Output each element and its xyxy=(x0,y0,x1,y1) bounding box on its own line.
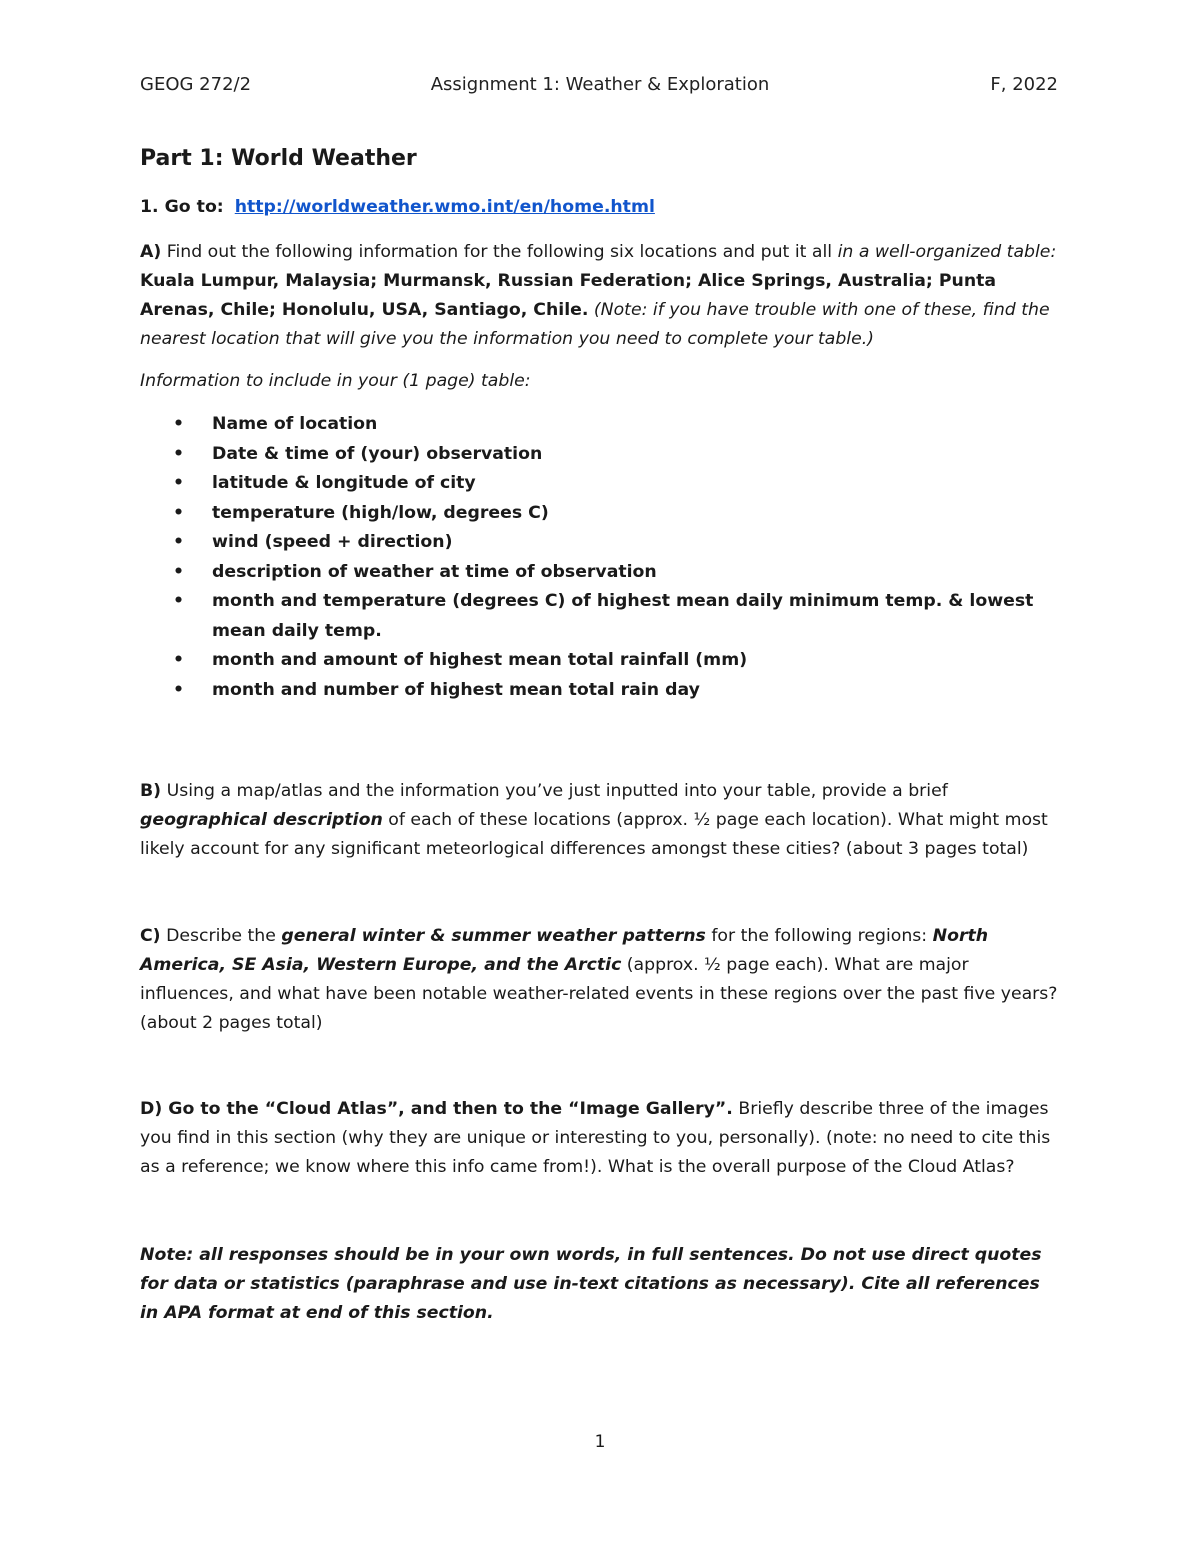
section-c-letter: C) xyxy=(140,926,161,946)
final-note xyxy=(140,1241,1062,1328)
section-b xyxy=(140,777,1062,864)
section-b-letter: B) xyxy=(140,781,162,801)
section-a-note: (Note: if you have trouble with one of these, find the nearest location that will give you the information you need to complete your table.) xyxy=(140,300,1050,349)
step-1-label: 1. Go to: xyxy=(140,197,224,217)
list-item: • Date & time of (your) observation xyxy=(140,440,1062,470)
list-item: • latitude & longitude of city xyxy=(140,469,1062,499)
header-course: GEOG 272/2 xyxy=(140,74,252,95)
list-item: • description of weather at time of observation xyxy=(140,558,1062,588)
final-note-text: Note: all responses should be in your own words, in full sentences. Do not use direct quotes for data or statistics (paraphrase and use in-text citations as necessary). Cite all references in APA format at end of this section. xyxy=(140,1245,1042,1323)
section-c xyxy=(140,922,1062,1038)
section-a xyxy=(140,238,1062,354)
section-c-regions: North America, SE Asia, Western Europe, and the Arctic xyxy=(140,926,989,975)
section-c-text-2: for the following regions: xyxy=(705,926,933,946)
section-d xyxy=(140,1095,1062,1182)
section-a-paragraph xyxy=(140,238,1062,354)
section-c-emphasis: general winter & summer weather patterns xyxy=(281,926,706,946)
list-item: • temperature (high/low, degrees C) xyxy=(140,499,1062,529)
list-item: • wind (speed + direction) xyxy=(140,528,1062,558)
section-d-lead: D) Go to the “Cloud Atlas”, and then to the “Image Gallery”. xyxy=(140,1099,733,1119)
section-d-text: Briefly describe three of the images you find in this section (why they are unique or interesting to you, personally). (note: no need to cite this as a reference; we know where this info came from!). What is the overall purpose of the Cloud Atlas? xyxy=(140,1099,1051,1177)
section-b-text-2: of each of these locations (approx. ½ page each location). What might most likely account for any significant meteorlogical differences amongst these cities? (about 3 pages total) xyxy=(140,810,1048,859)
info-list xyxy=(140,410,1062,705)
section-a-intro: Find out the following information for the following six locations and put it all xyxy=(161,242,838,262)
section-b-emphasis: geographical description xyxy=(140,810,383,830)
header-term: F, 2022 xyxy=(990,74,1058,95)
list-item: • month and temperature (degrees C) of highest mean daily minimum temp. & lowest mean daily temp. xyxy=(140,587,1062,646)
section-c-text-3: (approx. ½ page each). What are major influences, and what have been notable weather-related events in these regions over the past five years? (about 2 pages total) xyxy=(140,955,1058,1033)
list-item: • Name of location xyxy=(140,410,1062,440)
section-a-locations: Kuala Lumpur, Malaysia; Murmansk, Russian Federation; Alice Springs, Australia; Punta Arenas, Chile; Honolulu, USA, Santiago, Chile. xyxy=(140,271,997,320)
section-c-text-1: Describe the xyxy=(160,926,282,946)
table-prompt-text: Information to include in your (1 page) table: xyxy=(140,371,531,391)
section-a-letter: A) xyxy=(140,242,162,262)
part-title: Part 1: World Weather xyxy=(140,146,417,171)
header-title: Assignment 1: Weather & Exploration xyxy=(430,74,770,95)
list-item: • month and amount of highest mean total rainfall (mm) xyxy=(140,646,1062,676)
step-1 xyxy=(140,193,1062,222)
section-a-intro-italic: in a well-organized table: xyxy=(837,242,1057,262)
list-item: • month and number of highest mean total rain day xyxy=(140,676,1062,706)
wmo-link[interactable]: http://worldweather.wmo.int/en/home.html xyxy=(234,197,655,217)
section-b-text-1: Using a map/atlas and the information you’ve just inputted into your table, provide a brief xyxy=(161,781,948,801)
table-prompt xyxy=(140,367,1062,396)
page-number: 1 xyxy=(594,1432,606,1452)
